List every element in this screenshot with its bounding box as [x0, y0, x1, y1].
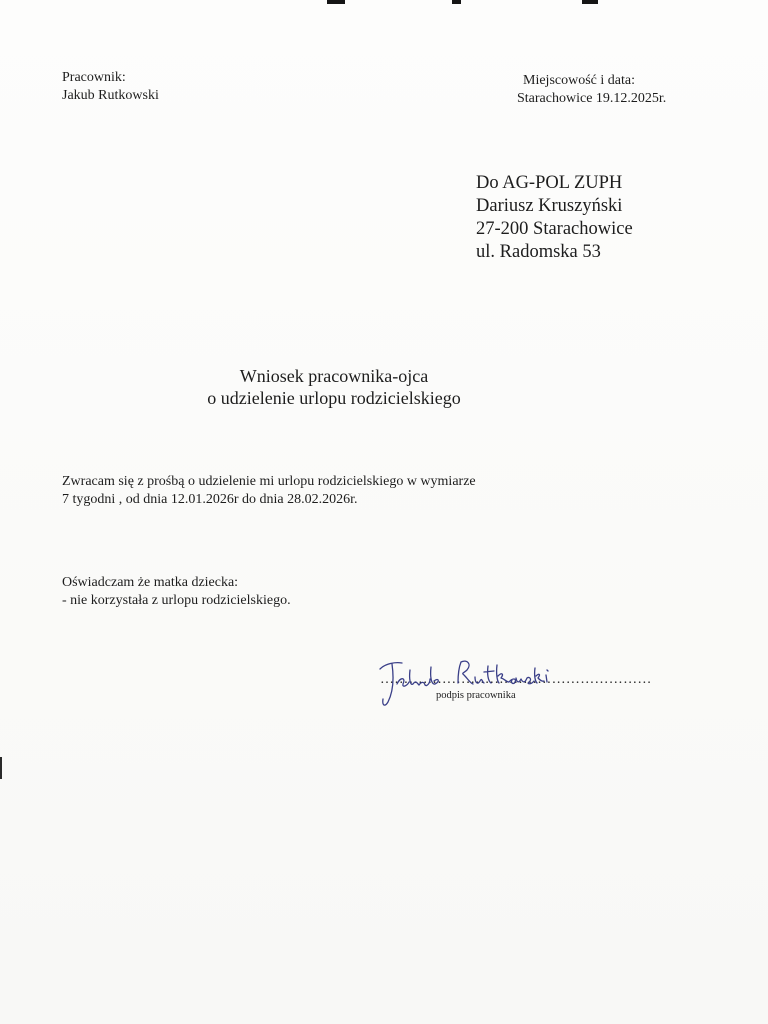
addressee-block	[476, 172, 633, 264]
request-paragraph	[62, 473, 476, 508]
statement-line-1: Oświadczam że matka dziecka:	[62, 575, 239, 590]
scan-edge-mark	[327, 0, 345, 4]
place-date-block	[517, 72, 666, 108]
statement-line-2: - nie korzystała z urlopu rodzicielskiego.	[62, 593, 291, 608]
request-line-1: Zwracam się z prośbą o udzielenie mi urlopu rodzicielskiego w wymiarze	[62, 474, 476, 489]
addressee-street: ul. Radomska 53	[476, 242, 601, 262]
addressee-company: Do AG-POL ZUPH	[476, 173, 623, 193]
signature-area	[372, 654, 652, 714]
document-title	[0, 365, 668, 409]
statement-paragraph	[62, 574, 291, 610]
addressee-postal-city: 27-200 Starachowice	[476, 219, 633, 239]
place-date-label: Miejscowość i data:	[523, 73, 635, 88]
employee-name: Jakub Rutkowski	[62, 88, 159, 103]
addressee-person: Dariusz Kruszyński	[476, 196, 623, 216]
employee-label: Pracownik:	[62, 70, 126, 85]
scan-edge-mark	[452, 0, 461, 4]
handwritten-signature	[372, 654, 622, 714]
scan-edge-mark	[582, 0, 598, 4]
signature-dotted-line: …………………………………………………	[380, 672, 652, 687]
place-date-value: Starachowice 19.12.2025r.	[517, 91, 667, 106]
scan-edge-mark	[0, 757, 2, 779]
request-line-2: 7 tygodni , od dnia 12.01.2026r do dnia 28.02.2026r.	[62, 491, 358, 507]
employee-block	[62, 69, 159, 105]
title-line-1: Wniosek pracownika-ojca	[239, 366, 429, 386]
title-line-2: o udzielenie urlopu rodzicielskiego	[207, 388, 461, 408]
signature-caption: podpis pracownika	[436, 690, 516, 701]
